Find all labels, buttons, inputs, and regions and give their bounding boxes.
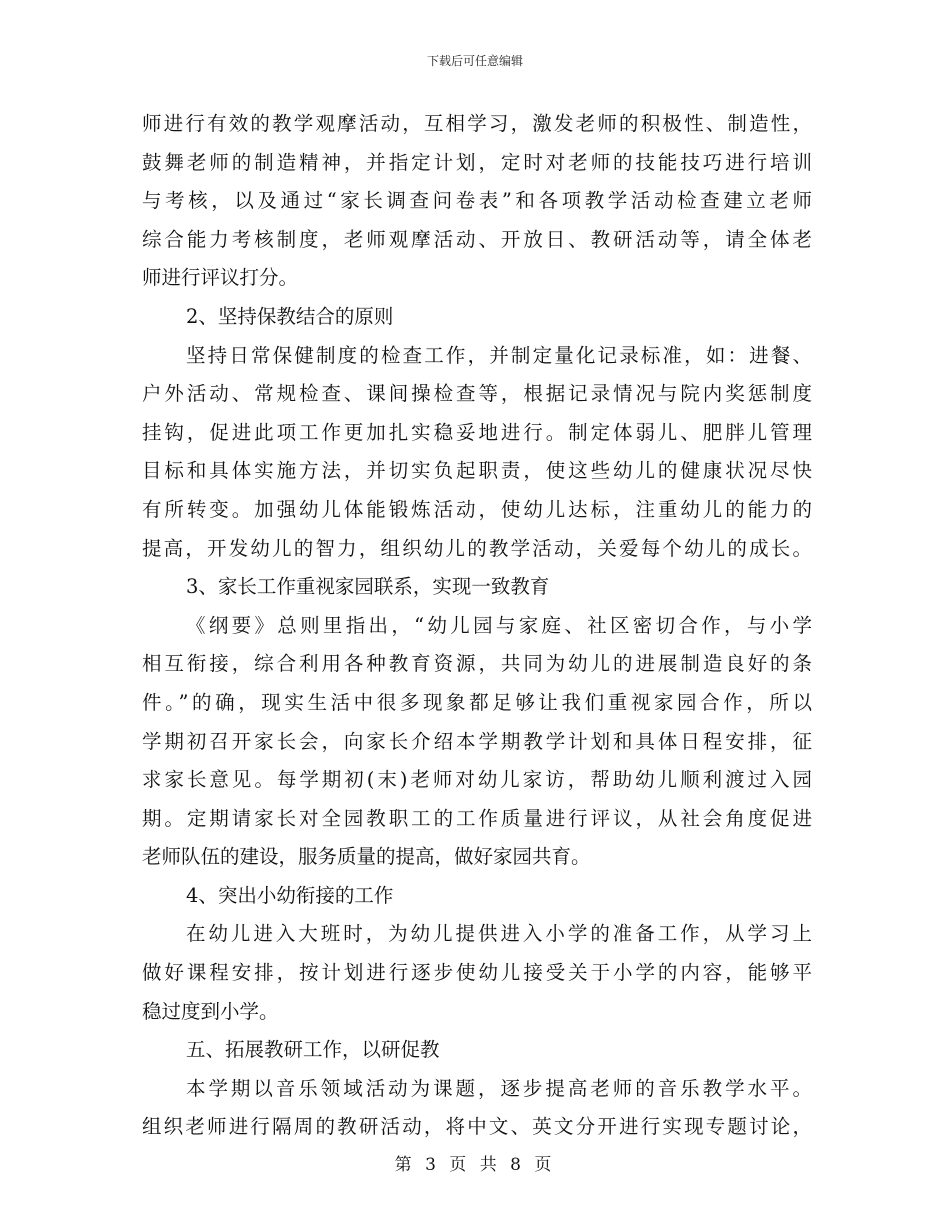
paragraph-line: 有所转变。加强幼儿体能锻炼活动，使幼儿达标，注重幼儿的能力的 (142, 497, 812, 521)
paragraph-line: 组织老师进行隔周的教研活动，将中文、英文分开进行实现专题讨论， (142, 1115, 812, 1139)
section-heading: 2、坚持保教结合的原则 (186, 304, 394, 328)
section-heading: 3、家长工作重视家园联系，实现一致教育 (186, 575, 550, 599)
page-header: 下载后可任意编辑 (426, 54, 523, 68)
paragraph-line: 目标和具体实施方法，并切实负起职责，使这些幼儿的健康状况尽快 (142, 459, 812, 483)
paragraph-line: 本学期以音乐领域活动为课题，逐步提高老师的音乐教学水平。 (186, 1076, 812, 1100)
paragraph-line: 挂钩，促进此项工作更加扎实稳妥地进行。制定体弱儿、肥胖儿管理 (142, 420, 812, 444)
paragraph-line: 与考核，以及通过“家长调查问卷表”和各项教学活动检查建立老师 (142, 189, 812, 213)
paragraph-line: 相互衔接，综合利用各种教育资源，共同为幼儿的进展制造良好的条 (142, 652, 812, 676)
paragraph-line: 件。”的确，现实生活中很多现象都足够让我们重视家园合作，所以 (142, 690, 812, 714)
page-number-footer: 第 3 页 共 8 页 (394, 1155, 556, 1175)
section-heading: 五、拓展教研工作，以研促教 (186, 1038, 440, 1062)
paragraph-line: 稳过度到小学。 (142, 999, 279, 1023)
paragraph-line: 提高，开发幼儿的智力，组织幼儿的教学活动，关爱每个幼儿的成长。 (142, 536, 812, 560)
paragraph-line: 户外活动、常规检查、课间操检查等，根据记录情况与院内奖惩制度 (142, 382, 812, 406)
document-body (142, 105, 812, 1147)
paragraph-line: 在幼儿进入大班时，为幼儿提供进入小学的准备工作，从学习上 (186, 922, 812, 946)
paragraph-line: 坚持日常保健制度的检查工作，并制定量化记录标准，如：进餐、 (186, 343, 812, 367)
paragraph-line: 老师队伍的建设，服务质量的提高，做好家园共育。 (142, 845, 591, 869)
paragraph-line: 鼓舞老师的制造精神，并指定计划，定时对老师的技能技巧进行培训 (142, 150, 812, 174)
paragraph-line: 求家长意见。每学期初(末)老师对幼儿家访，帮助幼儿顺利渡过入园 (142, 768, 812, 792)
paragraph-line: 做好课程安排，按计划进行逐步使幼儿接受关于小学的内容，能够平 (142, 961, 812, 985)
paragraph-line: 期。定期请家长对全园教职工的工作质量进行评议，从社会角度促进 (142, 806, 812, 830)
paragraph-line: 《纲要》总则里指出，“幼儿园与家庭、社区密切合作，与小学 (186, 613, 812, 637)
paragraph-line: 师进行评议打分。 (142, 266, 299, 290)
paragraph-line: 学期初召开家长会，向家长介绍本学期教学计划和具体日程安排，征 (142, 729, 812, 753)
paragraph-line: 综合能力考核制度，老师观摩活动、开放日、教研活动等，请全体老 (142, 227, 812, 251)
paragraph-line: 师进行有效的教学观摩活动，互相学习，激发老师的积极性、制造性， (142, 112, 812, 135)
section-heading: 4、突出小幼衔接的工作 (186, 883, 394, 907)
